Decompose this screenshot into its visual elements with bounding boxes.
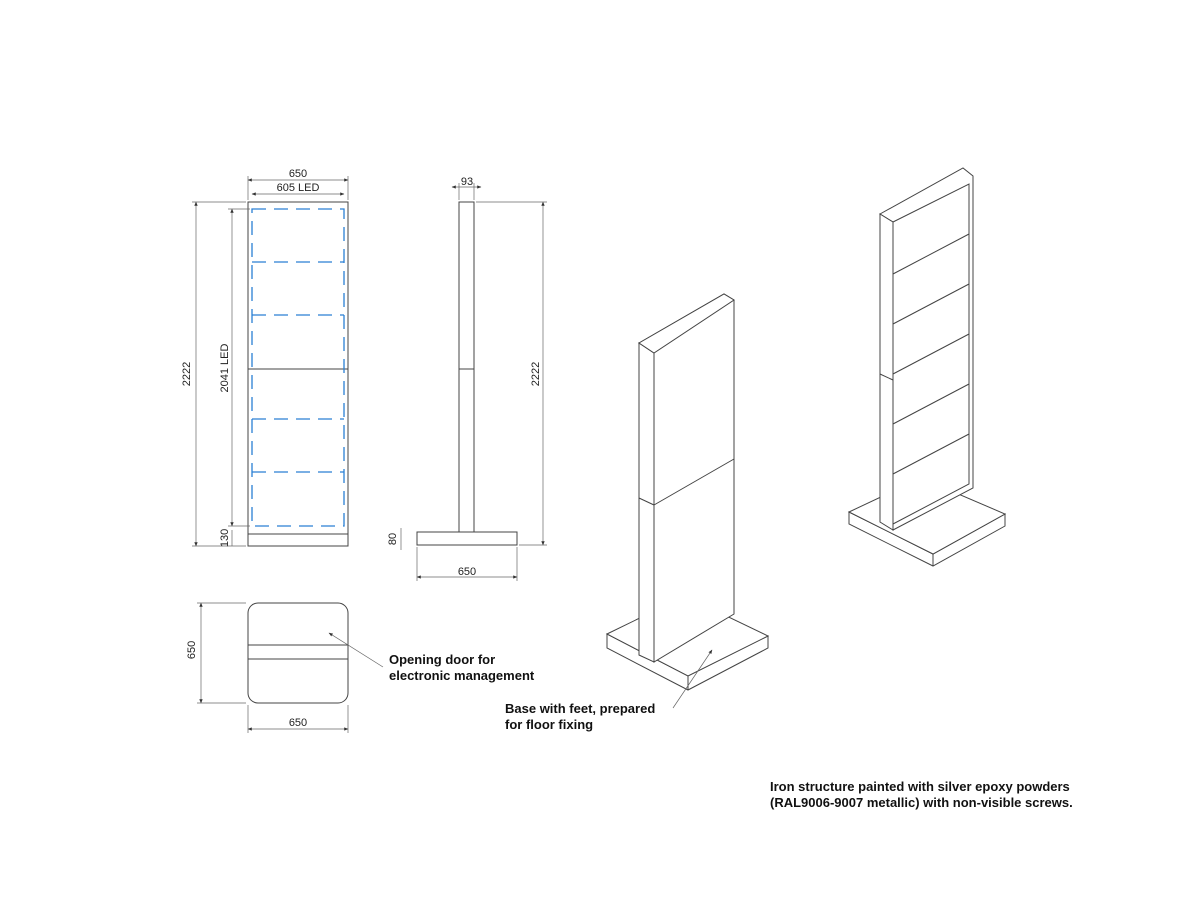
side-panel [459,202,474,532]
side-view [387,176,547,581]
side-base-width-label: 650 [457,566,477,578]
top-base-outline [248,603,348,703]
material-note-line1: Iron structure painted with silver epoxy powders [770,779,1070,794]
front-width-label: 650 [288,168,308,180]
door-note-line1: Opening door for [389,652,496,667]
base-note-line1: Base with feet, prepared [505,701,656,716]
side-base-height-label: 80 [387,532,399,546]
side-depth-label: 93 [460,176,474,188]
front-base-height-label: 130 [219,528,231,548]
door-note-line2: electronic management [389,668,535,683]
led-width-label: 605 LED [276,182,320,194]
led-height-label: 2041 LED [219,343,231,393]
top-width-label: 650 [288,717,308,729]
side-base [417,532,517,545]
front-base [248,534,348,546]
base-note-line2: for floor fixing [505,717,594,732]
iso-view-front [849,168,1005,566]
iso-view-back [505,294,768,732]
side-height-label: 2222 [530,361,542,387]
material-note-line2: (RAL9006-9007 metallic) with non-visible screws. [770,795,1073,810]
top-view [186,603,535,733]
front-height-label: 2222 [181,361,193,387]
top-depth-label: 650 [186,640,198,660]
front-panel-outline [248,202,348,534]
front-view [181,168,348,547]
